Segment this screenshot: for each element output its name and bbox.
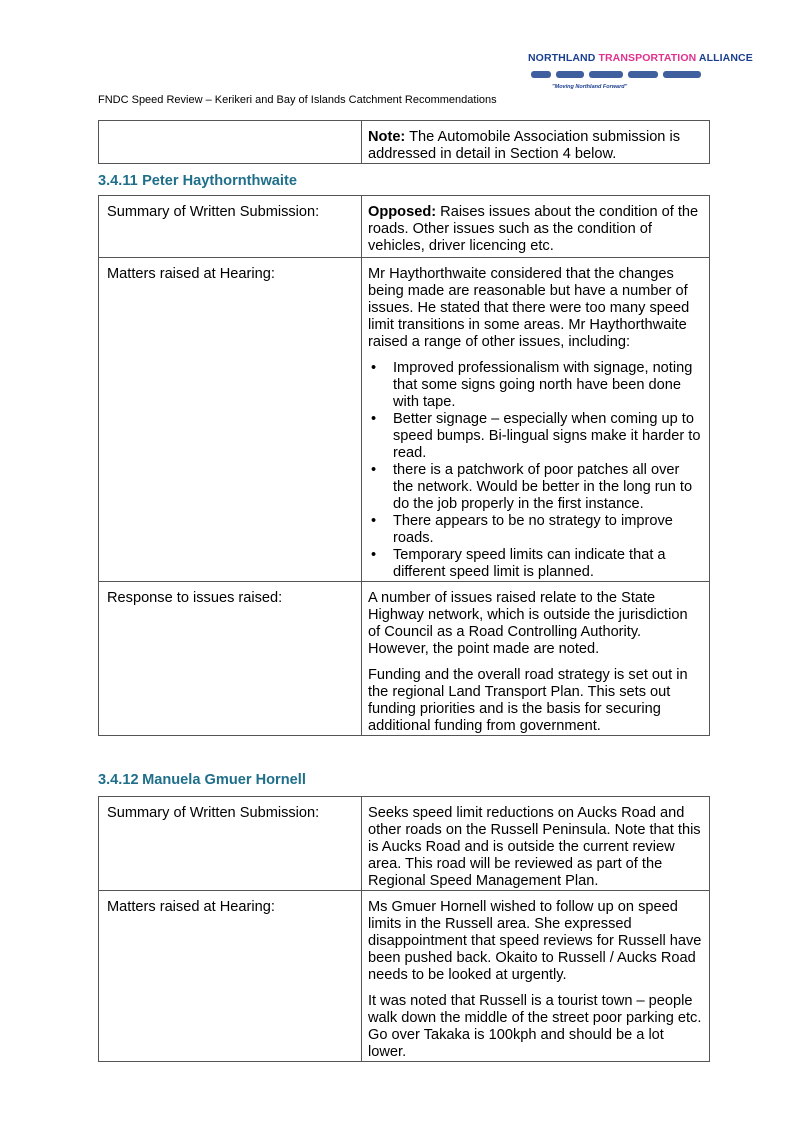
note-cell xyxy=(362,121,710,164)
list-item: • Better signage – especially when coming up to speed bumps. Bi-lingual signs make it harder to read. xyxy=(368,411,703,462)
section-heading-3-4-11 xyxy=(98,173,297,189)
section-number: 3.4.12 xyxy=(98,772,139,788)
note-text: The Automobile Association submission is addressed in detail in Section 4 below. xyxy=(368,129,681,162)
partner-logo-3 xyxy=(589,71,623,78)
empty-label-cell xyxy=(99,121,362,164)
partner-logo-1 xyxy=(531,71,551,78)
response-paragraph: Funding and the overall road strategy is set out in the regional Land Transport Plan. This sets out funding priorities and is the basis for securing additional funding from government. xyxy=(368,667,688,734)
response-paragraph: A number of issues raised relate to the State Highway network, which is outside the jurisdiction of Council as a Road Controlling Authority. However, the point made are noted. xyxy=(368,590,688,657)
submission-table-gmuer-hornell xyxy=(98,796,710,1062)
partner-logos xyxy=(531,71,701,78)
logo-tagline: "Moving Northland Forward" xyxy=(552,84,628,90)
logo-title-word-2: TRANSPORTATION xyxy=(598,52,697,64)
table-row xyxy=(99,121,710,164)
table-row xyxy=(99,891,710,1062)
hearing-paragraph: Mr Haythorthwaite considered that the changes being made are reasonable but have a number of issues. He stated that there were too many speed limit transitions in some areas. Mr Haythorthwaite raised a range of other issues, including: xyxy=(368,266,690,350)
section-heading-3-4-12 xyxy=(98,772,306,788)
table-row xyxy=(99,258,710,582)
table-row xyxy=(99,797,710,891)
partner-logo-5 xyxy=(663,71,701,78)
row-value xyxy=(362,258,710,582)
hearing-paragraph: Ms Gmuer Hornell wished to follow up on speed limits in the Russell area. She expressed disappointment that speed reviews for Russell have been pushed back. Okaito to Russell / Aucks Road needs to be looked at urgently. xyxy=(368,899,702,983)
hearing-paragraph: It was noted that Russell is a tourist town – people walk down the middle of the street poor parking etc. Go over Takaka is 100kph and should be a lot lower. xyxy=(368,993,702,1060)
row-value: Seeks speed limit reductions on Aucks Road and other roads on the Russell Peninsula. Note that this is Aucks Road and is outside the current review area. This road will be reviewed as part of the Regional Speed Management Plan. xyxy=(362,797,710,891)
list-item: • Improved professionalism with signage, noting that some signs going north have been done with tape. xyxy=(368,360,703,411)
submission-table-haythornthwaite xyxy=(98,195,710,736)
row-label: Response to issues raised: xyxy=(99,582,362,736)
opposed-label: Opposed: xyxy=(368,204,437,220)
section-title: Peter Haythornthwaite xyxy=(142,173,297,189)
table-row xyxy=(99,582,710,736)
row-value xyxy=(362,582,710,736)
row-value xyxy=(362,196,710,258)
partner-logo-4 xyxy=(628,71,658,78)
list-item: • Temporary speed limits can indicate that a different speed limit is planned. xyxy=(368,547,703,581)
summary-text: Raises issues about the condition of the roads. Other issues such as the condition of vehicles, driver licencing etc. xyxy=(368,204,699,254)
page-header: FNDC Speed Review – Kerikeri and Bay of Islands Catchment Recommendations xyxy=(98,94,497,106)
note-bold: Note: xyxy=(368,129,406,145)
row-value xyxy=(362,891,710,1062)
logo-title-word-3: ALLIANCE xyxy=(698,52,753,64)
section-number: 3.4.11 xyxy=(98,173,138,189)
logo-title xyxy=(528,52,753,64)
continuation-table xyxy=(98,120,710,164)
table-row xyxy=(99,196,710,258)
section-title: Manuela Gmuer Hornell xyxy=(142,772,306,788)
alliance-logo xyxy=(528,52,753,94)
list-item: • there is a patchwork of poor patches all over the network. Would be better in the long run to do the job properly in the first instance. xyxy=(368,462,703,513)
issues-list xyxy=(368,360,703,581)
partner-logo-2 xyxy=(556,71,584,78)
row-label: Matters raised at Hearing: xyxy=(99,258,362,582)
logo-title-word-1: NORTHLAND xyxy=(528,52,596,64)
row-label: Summary of Written Submission: xyxy=(99,196,362,258)
row-label: Summary of Written Submission: xyxy=(99,797,362,891)
list-item: • There appears to be no strategy to improve roads. xyxy=(368,513,703,547)
row-label: Matters raised at Hearing: xyxy=(99,891,362,1062)
